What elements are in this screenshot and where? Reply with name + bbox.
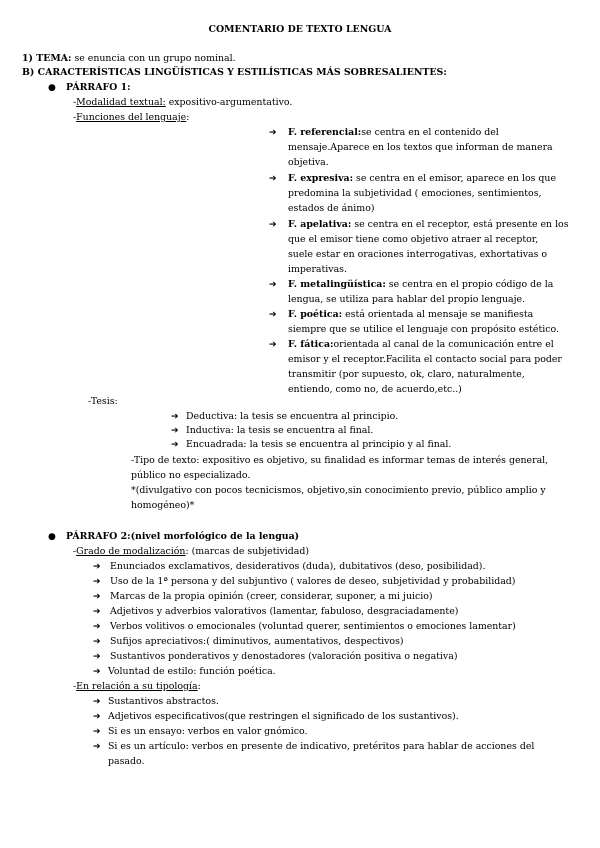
p2-heading: PÁRRAFO 2:(nivel morfológico de la lengua) bbox=[66, 531, 300, 542]
funcion-line bbox=[288, 294, 525, 306]
arrow-icon: ➔ bbox=[269, 174, 277, 184]
page-title: COMENTARIO DE TEXTO LENGUA bbox=[208, 24, 392, 35]
funcion-line bbox=[288, 173, 556, 185]
grado-text: : (marcas de subjetividad) bbox=[185, 546, 310, 557]
arrow-icon: ➔ bbox=[93, 652, 101, 662]
tipo-line-2: público no especializado. bbox=[131, 470, 251, 481]
tesis-text: la tesis se encuentra al principio y al final. bbox=[246, 439, 452, 450]
divulgativo-line-2: homogéneo)* bbox=[131, 500, 195, 511]
tesis-item bbox=[186, 425, 373, 437]
arrow-icon: ➔ bbox=[269, 340, 277, 350]
funcion-text: se centra en el emisor, aparece en los que bbox=[353, 173, 557, 184]
funcion-line bbox=[288, 157, 329, 169]
funcion-text: estados de ánimo) bbox=[288, 203, 375, 214]
grado-item: Adjetivos y adverbios valorativos (lamentar, fabuloso, desgraciadamente) bbox=[110, 606, 459, 617]
arrow-icon: ➔ bbox=[269, 220, 277, 230]
tesis-name: Inductiva: bbox=[186, 425, 234, 436]
funcion-line bbox=[288, 354, 562, 366]
tipologia-item: Si es un ensayo: verbos en valor gnómico. bbox=[108, 726, 308, 737]
funcion-text: entiendo, como no, de acuerdo,etc..) bbox=[288, 384, 462, 395]
funcion-line bbox=[288, 369, 525, 381]
caracteristicas-heading: B) CARACTERÍSTICAS LINGÜÍSTICAS Y ESTILÍSTICAS MÁS SOBRESALIENTES: bbox=[22, 67, 447, 78]
tipologia-last-line: pasado. bbox=[108, 756, 145, 767]
arrow-icon: ➔ bbox=[93, 727, 101, 737]
bullet-dot: ● bbox=[48, 83, 56, 93]
tipologia-item: Si es un artículo: verbos en presente de indicativo, pretéritos para hablar de acciones del bbox=[108, 741, 535, 752]
funcion-line bbox=[288, 249, 547, 261]
tema-text: se enuncia con un grupo nominal. bbox=[71, 53, 236, 64]
funcion-name: F. fática: bbox=[288, 339, 334, 350]
funciones-label-text: Funciones del lenguaje bbox=[76, 112, 187, 123]
funcion-line bbox=[288, 279, 553, 291]
funcion-line bbox=[288, 234, 538, 246]
tesis-item bbox=[186, 411, 398, 423]
arrow-icon: ➔ bbox=[93, 577, 101, 587]
divulgativo-line-1: *(divulgativo con pocos tecnicismos, objetivo,sin conocimiento previo, público amplio y bbox=[131, 485, 546, 496]
funcion-line bbox=[288, 309, 533, 321]
funcion-text: imperativas. bbox=[288, 264, 347, 275]
tipologia-item: Sustantivos abstractos. bbox=[108, 696, 219, 707]
arrow-icon: ➔ bbox=[93, 592, 101, 602]
p2-tipologia-label: -En relación a su tipología: bbox=[73, 681, 201, 692]
funcion-name: F. expresiva: bbox=[288, 173, 354, 184]
tesis-text: la tesis se encuentra al final. bbox=[233, 425, 374, 436]
arrow-icon: ➔ bbox=[93, 667, 101, 677]
funcion-text: se centra en el receptor, está presente en los bbox=[351, 219, 569, 230]
funcion-line bbox=[288, 339, 554, 351]
tipologia-label-text: En relación a su tipología bbox=[76, 681, 198, 692]
grado-item: Voluntad de estilo: función poética. bbox=[108, 666, 276, 677]
funcion-text: objetiva. bbox=[288, 157, 329, 168]
funcion-name: F. metalingüística: bbox=[288, 279, 386, 290]
funcion-text: mensaje.Aparece en los textos que informan de manera bbox=[288, 142, 553, 153]
funcion-line bbox=[288, 384, 462, 396]
p1-funciones-label: -Funciones del lenguaje: bbox=[73, 112, 190, 123]
funcion-name: F. apelativa: bbox=[288, 219, 352, 230]
arrow-icon: ➔ bbox=[269, 310, 277, 320]
funcion-text: orientada al canal de la comunicación entre el bbox=[333, 339, 554, 350]
funcion-text: se centra en el contenido del bbox=[361, 127, 499, 138]
modalidad-text: expositivo-argumentativo. bbox=[165, 97, 293, 108]
arrow-icon: ➔ bbox=[93, 607, 101, 617]
grado-label: Grado de modalización bbox=[76, 546, 186, 557]
funcion-line bbox=[288, 219, 569, 231]
arrow-icon: ➔ bbox=[171, 426, 179, 436]
bullet-dot: ● bbox=[48, 532, 56, 542]
tesis-text: la tesis se encuentra al principio. bbox=[237, 411, 399, 422]
modalidad-label: Modalidad textual: bbox=[76, 97, 166, 108]
arrow-icon: ➔ bbox=[93, 562, 101, 572]
funcion-text: siempre que se utilice el lenguaje con propósito estético. bbox=[288, 324, 559, 335]
funcion-text: predomina la subjetividad ( emociones, sentimientos, bbox=[288, 188, 542, 199]
tesis-item bbox=[186, 439, 451, 451]
p1-modalidad: -Modalidad textual: expositivo-argumentativo. bbox=[73, 97, 293, 108]
arrow-icon: ➔ bbox=[93, 697, 101, 707]
tesis-name: Deductiva: bbox=[186, 411, 238, 422]
grado-item: Sustantivos ponderativos y denostadores (valoración positiva o negativa) bbox=[110, 651, 458, 662]
tema-label: 1) TEMA: bbox=[22, 53, 72, 64]
tesis-name: Encuadrada: bbox=[186, 439, 247, 450]
arrow-icon: ➔ bbox=[171, 412, 179, 422]
funcion-text: transmitir (por supuesto, ok, claro, naturalmente, bbox=[288, 369, 525, 380]
tipologia-item: Adjetivos especificativos(que restringen el significado de los sustantivos). bbox=[108, 711, 459, 722]
funcion-line bbox=[288, 264, 347, 276]
grado-item: Uso de la 1ª persona y del subjuntivo ( valores de deseo, subjetividad y probabilidad) bbox=[110, 576, 516, 587]
funcion-text: está orientada al mensaje se manifiesta bbox=[342, 309, 534, 320]
arrow-icon: ➔ bbox=[269, 280, 277, 290]
funcion-line bbox=[288, 188, 542, 200]
funcion-line bbox=[288, 203, 375, 215]
tema-line bbox=[22, 53, 236, 65]
arrow-icon: ➔ bbox=[171, 440, 179, 450]
tesis-label: -Tesis: bbox=[88, 396, 118, 407]
funcion-name: F. poética: bbox=[288, 309, 343, 320]
funcion-line bbox=[288, 324, 559, 336]
arrow-icon: ➔ bbox=[93, 637, 101, 647]
p1-heading: PÁRRAFO 1: bbox=[66, 82, 131, 93]
funcion-name: F. referencial: bbox=[288, 127, 362, 138]
grado-item: Marcas de la propia opinión (creer, considerar, suponer, a mi juicio) bbox=[110, 591, 433, 602]
p2-grado: -Grado de modalización: (marcas de subjetividad) bbox=[73, 546, 310, 557]
funcion-line bbox=[288, 142, 553, 154]
tipo-line-1: -Tipo de texto: expositivo es objetivo, su finalidad es informar temas de interés general, bbox=[131, 455, 549, 466]
funcion-text: suele estar en oraciones interrogativas, exhortativas o bbox=[288, 249, 548, 260]
arrow-icon: ➔ bbox=[269, 128, 277, 138]
grado-item: Sufijos apreciativos:( diminutivos, aumentativos, despectivos) bbox=[110, 636, 404, 647]
funcion-text: que el emisor tiene como objetivo atraer al receptor, bbox=[288, 234, 539, 245]
funcion-text: emisor y el receptor.Facilita el contacto social para poder bbox=[288, 354, 562, 365]
arrow-icon: ➔ bbox=[93, 712, 101, 722]
funcion-text: se centra en el propio código de la bbox=[385, 279, 554, 290]
grado-item: Enunciados exclamativos, desiderativos (duda), dubitativos (deso, posibilidad). bbox=[110, 561, 486, 572]
arrow-icon: ➔ bbox=[93, 742, 101, 752]
arrow-icon: ➔ bbox=[93, 622, 101, 632]
funcion-text: lengua, se utiliza para hablar del propio lenguaje. bbox=[288, 294, 526, 305]
funcion-line bbox=[288, 127, 499, 139]
grado-item: Verbos volitivos o emocionales (voluntad querer, sentimientos o emociones lamentar) bbox=[110, 621, 516, 632]
